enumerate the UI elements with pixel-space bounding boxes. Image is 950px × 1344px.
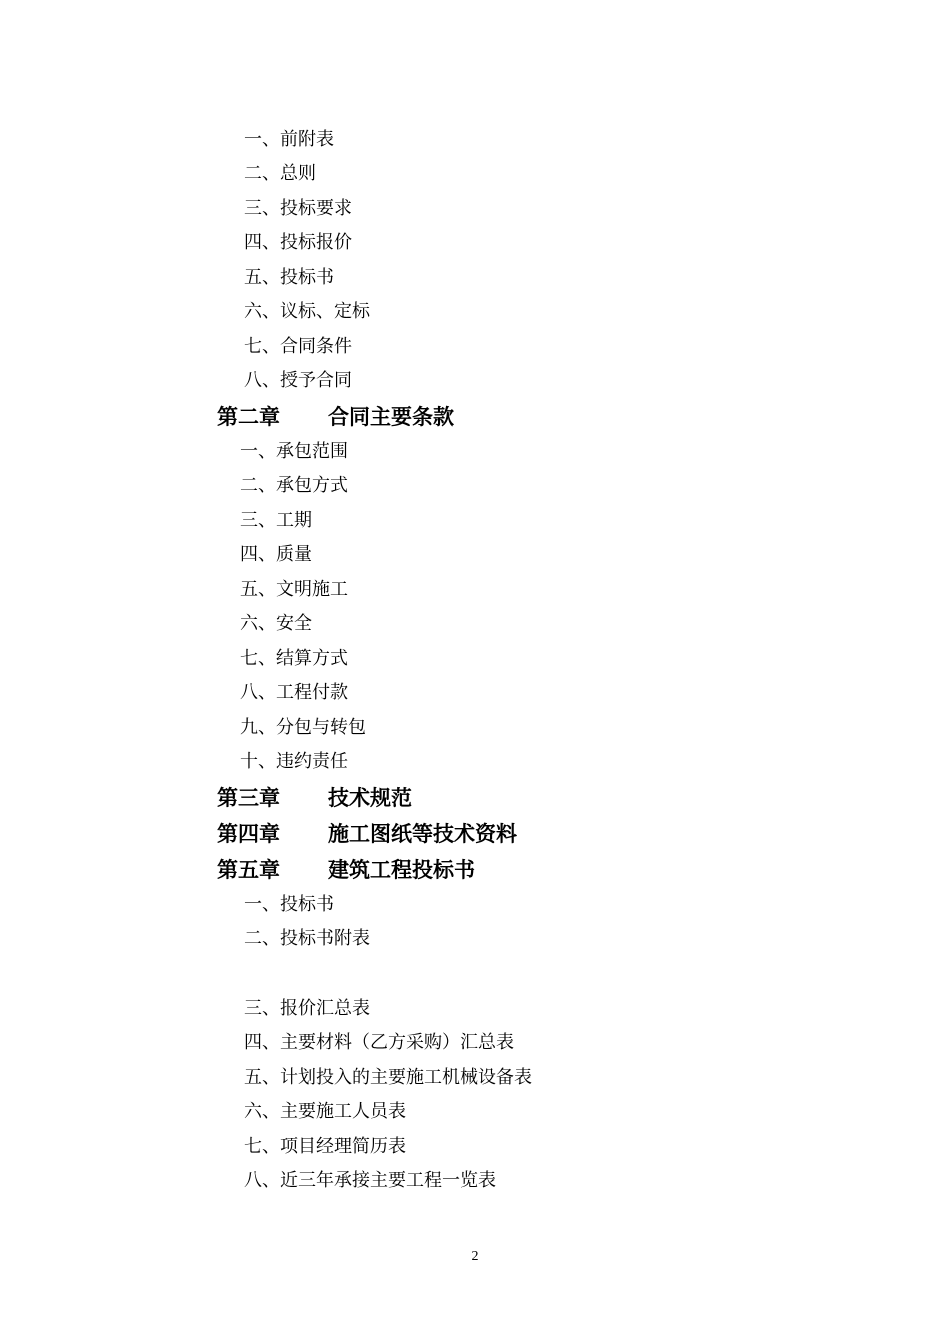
toc-item: 三、工期	[240, 510, 312, 531]
toc-item: 七、结算方式	[240, 648, 348, 669]
chapter-title: 建筑工程投标书	[328, 857, 475, 882]
chapter-number: 第四章	[217, 821, 280, 846]
toc-item: 二、投标书附表	[244, 928, 370, 949]
chapter-title: 施工图纸等技术资料	[328, 821, 517, 846]
chapter-heading	[217, 785, 412, 810]
toc-item: 八、授予合同	[244, 370, 352, 391]
toc-item: 六、议标、定标	[244, 301, 370, 322]
toc-item: 一、投标书	[244, 894, 334, 915]
toc-item: 二、承包方式	[240, 475, 348, 496]
chapter-heading	[217, 821, 517, 846]
chapter-title: 合同主要条款	[328, 404, 454, 429]
toc-item: 八、工程付款	[240, 682, 348, 703]
toc-item: 七、合同条件	[244, 336, 352, 357]
toc-item: 三、报价汇总表	[244, 998, 370, 1019]
chapter-number: 第五章	[217, 857, 280, 882]
toc-item: 四、投标报价	[244, 232, 352, 253]
chapter-title: 技术规范	[328, 785, 412, 810]
chapter-heading	[217, 404, 454, 429]
toc-item: 八、近三年承接主要工程一览表	[244, 1170, 496, 1191]
toc-item: 五、投标书	[244, 267, 334, 288]
toc-item: 二、总则	[244, 163, 316, 184]
toc-item: 一、前附表	[244, 129, 334, 150]
chapter-number: 第三章	[217, 785, 280, 810]
toc-item: 七、项目经理简历表	[244, 1136, 406, 1157]
page-number: 2	[471, 1249, 479, 1264]
toc-item: 五、计划投入的主要施工机械设备表	[244, 1067, 532, 1088]
toc-item: 四、质量	[240, 544, 312, 565]
toc-item: 九、分包与转包	[240, 717, 366, 738]
toc-item: 六、安全	[240, 613, 312, 634]
toc-item: 六、主要施工人员表	[244, 1101, 406, 1122]
chapter-number: 第二章	[217, 404, 280, 429]
toc-item: 一、承包范围	[240, 441, 348, 462]
toc-item: 五、文明施工	[240, 579, 348, 600]
toc-item: 四、主要材料（乙方采购）汇总表	[244, 1032, 514, 1053]
chapter-heading	[217, 857, 475, 882]
toc-item: 三、投标要求	[244, 198, 352, 219]
toc-item: 十、违约责任	[240, 751, 348, 772]
